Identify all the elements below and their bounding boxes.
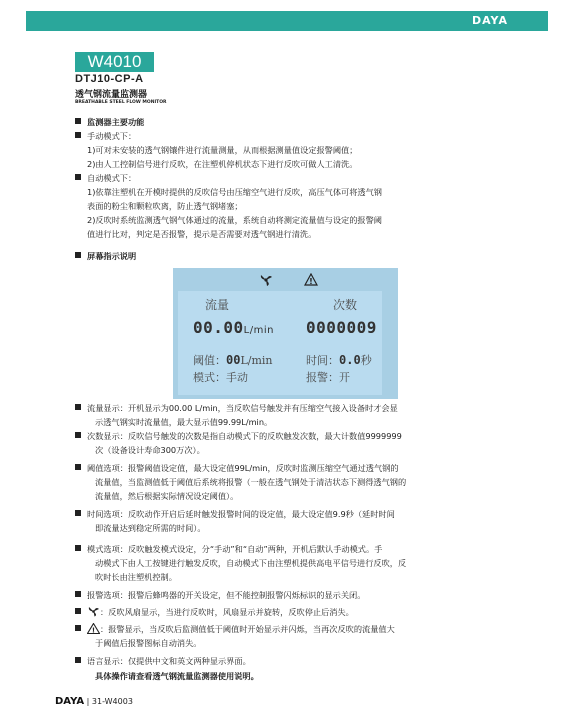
manual-item-1: 1)可对未安装的透气钢镶件进行流量测量，从而根据测量值设定报警阈值； [87, 145, 358, 155]
desc-flow-a: 流量显示：开机显示为00.00 L/min，当反吹信号触发并有压缩空气接入设备时才会显 [75, 403, 398, 414]
lcd-alarm: 报警：开 [306, 371, 350, 384]
page-code: 31-W4003 [91, 697, 133, 706]
desc-flow-b: 示透气钢实时流量值，最大显示值99.99L/min。 [95, 417, 273, 427]
header-bar [26, 11, 548, 31]
auto-item-1a: 1)依靠注塑机在开模时提供的反吹信号由压缩空气进行反吹，高压气体可将透气钢 [87, 187, 382, 197]
desc-threshold-c: 流量值，然后根据实际情况设定阈值）。 [95, 491, 239, 501]
lcd-time: 时间：0.0秒 [306, 353, 372, 367]
warning-icon [87, 623, 100, 634]
desc-warning-b: 于阈值后报警图标自动消失。 [95, 638, 202, 648]
lcd-flow-readout: 00.00L/min [193, 318, 274, 337]
section-heading-functions: 监测器主要功能 [75, 117, 144, 128]
auto-mode-label: 自动模式下： [75, 173, 136, 184]
desc-count-b: 次（设备设计寿命300万次）。 [95, 445, 205, 455]
fan-icon [87, 606, 100, 617]
desc-alarm: 报警选项：报警后蜂鸣器的开关设定，但不能控制报警闪烁标识的显示关闭。 [75, 590, 365, 601]
desc-threshold-b: 流量值，当监测值低于阈值后系统将报警（一般在透气钢处于清洁状态下测得透气钢的 [95, 477, 407, 487]
lcd-threshold: 阈值：00L/min [193, 353, 273, 367]
svg-text:!: ! [91, 626, 96, 634]
desc-time-b: 即流量达到稳定所需的时间）。 [95, 523, 206, 533]
lcd-mode: 模式：手动 [193, 371, 248, 384]
desc-language: 语言显示：仅提供中文和英文两种显示界面。 [75, 656, 251, 667]
manual-item-2: 2)由人工控制信号进行反吹，在注塑机停机状态下进行反吹可做人工清洗。 [87, 159, 358, 169]
warning-icon [304, 273, 318, 286]
auto-item-2a: 2)反吹时系统监测透气钢气体通过的流量，系统自动将测定流量值与设定的报警阈 [87, 215, 382, 225]
section-heading-screen: 屏幕指示说明 [75, 251, 136, 262]
product-name-cn: 透气钢流量监测器 [75, 90, 148, 100]
desc-time-a: 时间选项：反吹动作开启后延时触发报警时间的设定值，最大设定值9.9秒（延时时间 [75, 509, 395, 520]
footer: DAYA | 31-W4003 [55, 696, 133, 707]
footer-brand: DAYA [55, 696, 85, 707]
desc-mode-a: 模式选项：反吹触发模式设定，分“手动”和“自动”两种，开机后默认手动模式。手 [75, 544, 382, 555]
fan-icon [258, 273, 274, 287]
desc-threshold-a: 阈值选项：报警阈值设定值，最大设定值99L/min，反吹时监测压缩空气通过透气钢的 [75, 463, 399, 474]
desc-warning-a: ! ：报警显示，当反吹后监测值低于阈值时开始显示并闪烁，当再次反吹的流量值大 [75, 623, 395, 635]
desc-mode-c: 吹时长由注塑机控制。 [95, 572, 177, 582]
brand-logo: DAYA [471, 14, 508, 27]
product-code: DTJ10-CP-A [75, 73, 144, 85]
auto-item-1b: 表面的粉尘和颗粒吹离，防止透气钢堵塞； [87, 201, 243, 211]
desc-fan: ：反吹风扇显示，当进行反吹时，风扇显示并旋转，反吹停止后消失。 [75, 606, 354, 618]
svg-text:!: ! [309, 277, 313, 286]
desc-mode-b: 动模式下由人工按键进行触发反吹，自动模式下由注塑机提供高电平信号进行反吹，反 [95, 558, 407, 568]
manual-mode-label: 手动模式下： [75, 131, 136, 142]
desc-note: 具体操作请查看透气钢流量监测器使用说明。 [95, 671, 259, 681]
desc-count-a: 次数显示：反吹信号触发的次数是指自动模式下的反吹触发次数，最大计数值9999999 [75, 431, 402, 442]
product-name-en: BREATHABLE STEEL FLOW MONITOR [75, 100, 167, 105]
model-badge: W4010 [75, 52, 154, 72]
lcd-flow-label: 流量 [205, 298, 230, 312]
auto-item-2b: 值进行比对，判定是否报警，提示是否需要对透气钢进行清洗。 [87, 229, 317, 239]
lcd-count-label: 次数 [333, 298, 358, 312]
lcd-count-readout: 0000009 [306, 318, 377, 337]
